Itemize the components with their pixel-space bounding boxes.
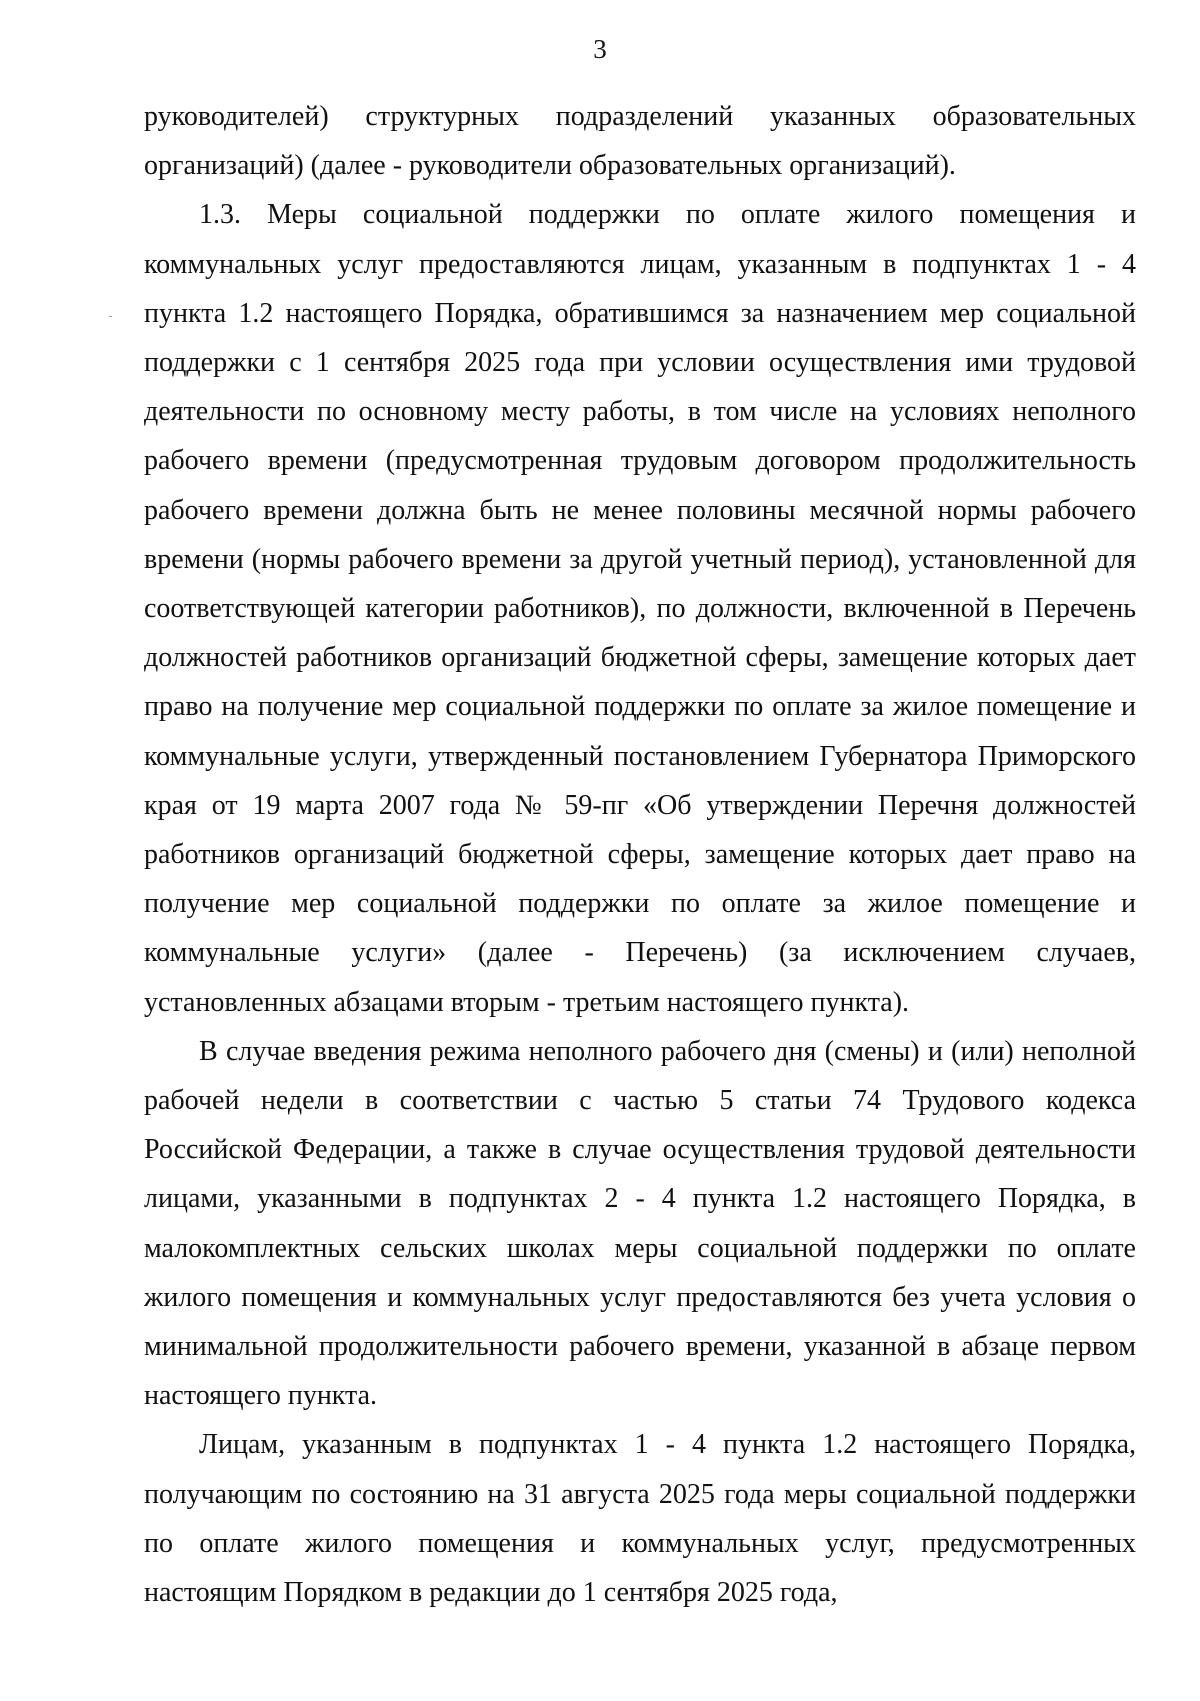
paragraph-part-time-exception: В случае введения режима неполного рабочего дня (смены) и (или) неполной рабочей недели в соответствии с частью 5 статьи 74 Трудового кодекса Российской Федерации, а также в случае осуществления трудовой деятельности лицами, указанными в подпунктах 2 - 4 пункта 1.2 настоящего Порядка, в малокомплектных сельских школах меры социальной поддержки по оплате жилого помещения и коммунальных услуг предоставляются без учета условия о минимальной продолжительности рабочего времени, указанной в абзаце первом настоящего пункта. xyxy=(144,1035,1136,1412)
paragraph-1-3: 1.3. Меры социальной поддержки по оплате жилого помещения и коммунальных услуг предоставляются лицам, указанным в подпунктах 1 - 4 пункта 1.2 настоящего Порядка, обратившимся за назначением мер социальной поддержки с 1 сентября 2025 года при условии осуществления ими трудовой деятельности по основному месту работы, в том числе на условиях неполного рабочего времени (предусмотренная трудовым договором продолжительность рабочего времени должна быть не менее половины месячной нормы рабочего времени (нормы рабочего времени за другой учетный период), установленной для соответствующей категории работников), по должности, включенной в Перечень должностей работников организаций бюджетной сферы, замещение которых дает право на получение мер социальной поддержки по оплате за жилое помещение и коммунальные услуги, утвержденный постановлением Губернатора Приморского края от 19 марта 2007 года № 59-пг «Об утверждении Перечня должностей работников организаций бюджетной сферы, замещение которых дает право на получение мер социальной поддержки по оплате за жилое помещение и коммунальные услуги» (далее - Перечень) (за исключением случаев, установленных абзацами вторым - третьим настоящего пункта). xyxy=(144,199,1136,1018)
paragraph-existing-recipients: Лицам, указанным в подпунктах 1 - 4 пункта 1.2 настоящего Порядка, получающим по состоянию на 31 августа 2025 года меры социальной поддержки по оплате жилого помещения и коммунальных услуг, предусмотренных настоящим Порядком в редакции до 1 сентября 2025 года, xyxy=(144,1429,1136,1609)
page-number: 3 xyxy=(593,34,607,64)
paragraph-continuation: руководителей) структурных подразделений указанных образовательных организаций) (далее - руководители образовательных организаций). xyxy=(144,101,1136,182)
margin-mark xyxy=(109,316,112,317)
document-body xyxy=(144,92,1136,1617)
